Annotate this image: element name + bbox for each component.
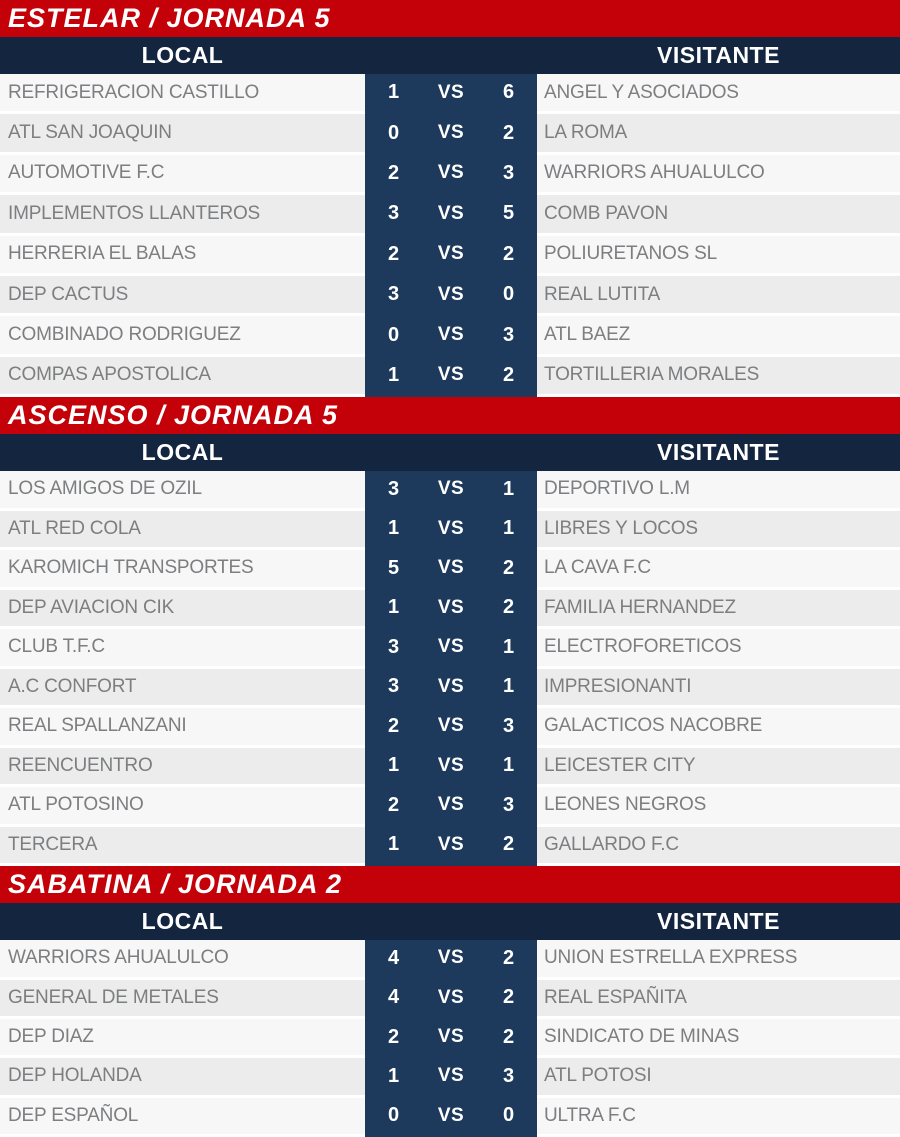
local-team-name: HERRERIA EL BALAS (0, 236, 365, 276)
match-row (0, 195, 900, 235)
visitante-score: 1 (480, 511, 537, 551)
visitante-team-name: LA CAVA F.C (537, 550, 900, 590)
local-score: 3 (365, 471, 422, 511)
visitante-score: 3 (480, 155, 537, 195)
match-row (0, 787, 900, 827)
header-spacer (365, 903, 537, 940)
column-header-bar (0, 37, 900, 74)
column-header-bar (0, 903, 900, 940)
visitante-score: 0 (480, 276, 537, 316)
visitante-team-name: LEICESTER CITY (537, 748, 900, 788)
vs-label: VS (422, 155, 480, 195)
vs-label: VS (422, 1058, 480, 1097)
local-score: 1 (365, 357, 422, 397)
visitante-team-name: SINDICATO DE MINAS (537, 1019, 900, 1058)
match-row (0, 511, 900, 551)
local-score: 0 (365, 114, 422, 154)
match-row (0, 940, 900, 979)
vs-label: VS (422, 669, 480, 709)
local-score: 1 (365, 74, 422, 114)
visitante-team-name: ATL POTOSI (537, 1058, 900, 1097)
local-score: 2 (365, 708, 422, 748)
section-title-banner (0, 866, 900, 903)
match-row (0, 471, 900, 511)
vs-label: VS (422, 1019, 480, 1058)
visitante-score: 3 (480, 787, 537, 827)
visitante-team-name: POLIURETANOS SL (537, 236, 900, 276)
local-team-name: AUTOMOTIVE F.C (0, 155, 365, 195)
local-team-name: REFRIGERACION CASTILLO (0, 74, 365, 114)
visitante-column-header: VISITANTE (657, 908, 780, 935)
visitante-team-name: GALACTICOS NACOBRE (537, 708, 900, 748)
visitante-score: 2 (480, 236, 537, 276)
vs-label: VS (422, 827, 480, 867)
local-team-name: DEP DIAZ (0, 1019, 365, 1058)
match-row (0, 748, 900, 788)
local-team-name: A.C CONFORT (0, 669, 365, 709)
visitante-team-name: COMB PAVON (537, 195, 900, 235)
header-spacer (365, 37, 537, 74)
local-team-name: KAROMICH TRANSPORTES (0, 550, 365, 590)
local-score: 4 (365, 940, 422, 979)
local-team-name: DEP HOLANDA (0, 1058, 365, 1097)
vs-label: VS (422, 195, 480, 235)
match-row (0, 74, 900, 114)
visitante-team-name: LA ROMA (537, 114, 900, 154)
vs-label: VS (422, 940, 480, 979)
section-title-banner (0, 0, 900, 37)
match-list (0, 940, 900, 1137)
local-team-name: WARRIORS AHUALULCO (0, 940, 365, 979)
vs-label: VS (422, 590, 480, 630)
local-score: 1 (365, 748, 422, 788)
visitante-column-header: VISITANTE (657, 42, 780, 68)
vs-label: VS (422, 114, 480, 154)
visitante-team-name: ULTRA F.C (537, 1098, 900, 1137)
visitante-score: 1 (480, 629, 537, 669)
local-score: 2 (365, 236, 422, 276)
visitante-score: 2 (480, 590, 537, 630)
visitante-score: 1 (480, 669, 537, 709)
vs-label: VS (422, 471, 480, 511)
visitante-score: 3 (480, 316, 537, 356)
match-list (0, 471, 900, 866)
match-row (0, 827, 900, 867)
vs-label: VS (422, 357, 480, 397)
section-ascenso (0, 397, 900, 866)
column-header-bar (0, 434, 900, 471)
local-team-name: ATL POTOSINO (0, 787, 365, 827)
local-team-name: TERCERA (0, 827, 365, 867)
local-score: 2 (365, 1019, 422, 1058)
vs-label: VS (422, 511, 480, 551)
match-row (0, 1098, 900, 1137)
vs-label: VS (422, 74, 480, 114)
visitante-score: 3 (480, 708, 537, 748)
match-row (0, 1019, 900, 1058)
visitante-score: 3 (480, 1058, 537, 1097)
match-row (0, 316, 900, 356)
section-title: SABATINA / JORNADA 2 (8, 869, 343, 900)
visitante-score: 2 (480, 940, 537, 979)
local-score: 4 (365, 980, 422, 1019)
match-row (0, 629, 900, 669)
vs-label: VS (422, 276, 480, 316)
visitante-score: 2 (480, 980, 537, 1019)
local-score: 3 (365, 276, 422, 316)
local-team-name: LOS AMIGOS DE OZIL (0, 471, 365, 511)
local-score: 5 (365, 550, 422, 590)
match-row (0, 155, 900, 195)
match-row (0, 1058, 900, 1097)
local-score: 1 (365, 590, 422, 630)
local-team-name: COMPAS APOSTOLICA (0, 357, 365, 397)
local-team-name: ATL RED COLA (0, 511, 365, 551)
local-team-name: REAL SPALLANZANI (0, 708, 365, 748)
local-column-header: LOCAL (141, 42, 224, 68)
local-team-name: GENERAL DE METALES (0, 980, 365, 1019)
visitante-team-name: TORTILLERIA MORALES (537, 357, 900, 397)
visitante-team-name: ANGEL Y ASOCIADOS (537, 74, 900, 114)
match-row (0, 669, 900, 709)
visitante-team-name: REAL LUTITA (537, 276, 900, 316)
visitante-team-name: ELECTROFORETICOS (537, 629, 900, 669)
vs-label: VS (422, 748, 480, 788)
visitante-team-name: IMPRESIONANTI (537, 669, 900, 709)
local-score: 1 (365, 827, 422, 867)
local-team-name: DEP CACTUS (0, 276, 365, 316)
local-score: 1 (365, 511, 422, 551)
section-sabatina (0, 866, 900, 1137)
local-score: 2 (365, 787, 422, 827)
visitante-score: 2 (480, 1019, 537, 1058)
local-score: 0 (365, 316, 422, 356)
vs-label: VS (422, 980, 480, 1019)
visitante-score: 2 (480, 357, 537, 397)
match-row (0, 550, 900, 590)
vs-label: VS (422, 1098, 480, 1137)
local-team-name: DEP AVIACION CIK (0, 590, 365, 630)
local-score: 1 (365, 1058, 422, 1097)
visitante-score: 2 (480, 827, 537, 867)
match-row (0, 590, 900, 630)
visitante-score: 0 (480, 1098, 537, 1137)
local-score: 3 (365, 669, 422, 709)
visitante-score: 1 (480, 471, 537, 511)
vs-label: VS (422, 708, 480, 748)
local-team-name: DEP ESPAÑOL (0, 1098, 365, 1137)
visitante-team-name: REAL ESPAÑITA (537, 980, 900, 1019)
section-title-banner (0, 397, 900, 434)
header-spacer (365, 434, 537, 471)
section-title: ASCENSO / JORNADA 5 (8, 400, 339, 431)
local-column-header: LOCAL (141, 908, 224, 935)
vs-label: VS (422, 787, 480, 827)
visitante-team-name: DEPORTIVO L.M (537, 471, 900, 511)
local-team-name: ATL SAN JOAQUIN (0, 114, 365, 154)
local-team-name: COMBINADO RODRIGUEZ (0, 316, 365, 356)
visitante-team-name: LIBRES Y LOCOS (537, 511, 900, 551)
local-score: 3 (365, 195, 422, 235)
visitante-team-name: WARRIORS AHUALULCO (537, 155, 900, 195)
visitante-score: 1 (480, 748, 537, 788)
section-estelar (0, 0, 900, 397)
vs-label: VS (422, 629, 480, 669)
visitante-team-name: UNION ESTRELLA EXPRESS (537, 940, 900, 979)
section-title: ESTELAR / JORNADA 5 (8, 3, 331, 33)
vs-label: VS (422, 316, 480, 356)
match-list (0, 74, 900, 397)
visitante-score: 2 (480, 114, 537, 154)
visitante-team-name: FAMILIA HERNANDEZ (537, 590, 900, 630)
local-team-name: REENCUENTRO (0, 748, 365, 788)
visitante-score: 2 (480, 550, 537, 590)
match-row (0, 236, 900, 276)
local-column-header: LOCAL (141, 439, 224, 466)
local-score: 0 (365, 1098, 422, 1137)
visitante-team-name: ATL BAEZ (537, 316, 900, 356)
visitante-team-name: GALLARDO F.C (537, 827, 900, 867)
visitante-score: 5 (480, 195, 537, 235)
match-row (0, 980, 900, 1019)
vs-label: VS (422, 550, 480, 590)
local-team-name: IMPLEMENTOS LLANTEROS (0, 195, 365, 235)
visitante-team-name: LEONES NEGROS (537, 787, 900, 827)
match-row (0, 708, 900, 748)
visitante-column-header: VISITANTE (657, 439, 780, 466)
visitante-score: 6 (480, 74, 537, 114)
match-row (0, 357, 900, 397)
local-team-name: CLUB T.F.C (0, 629, 365, 669)
vs-label: VS (422, 236, 480, 276)
local-score: 3 (365, 629, 422, 669)
match-row (0, 114, 900, 154)
match-row (0, 276, 900, 316)
local-score: 2 (365, 155, 422, 195)
